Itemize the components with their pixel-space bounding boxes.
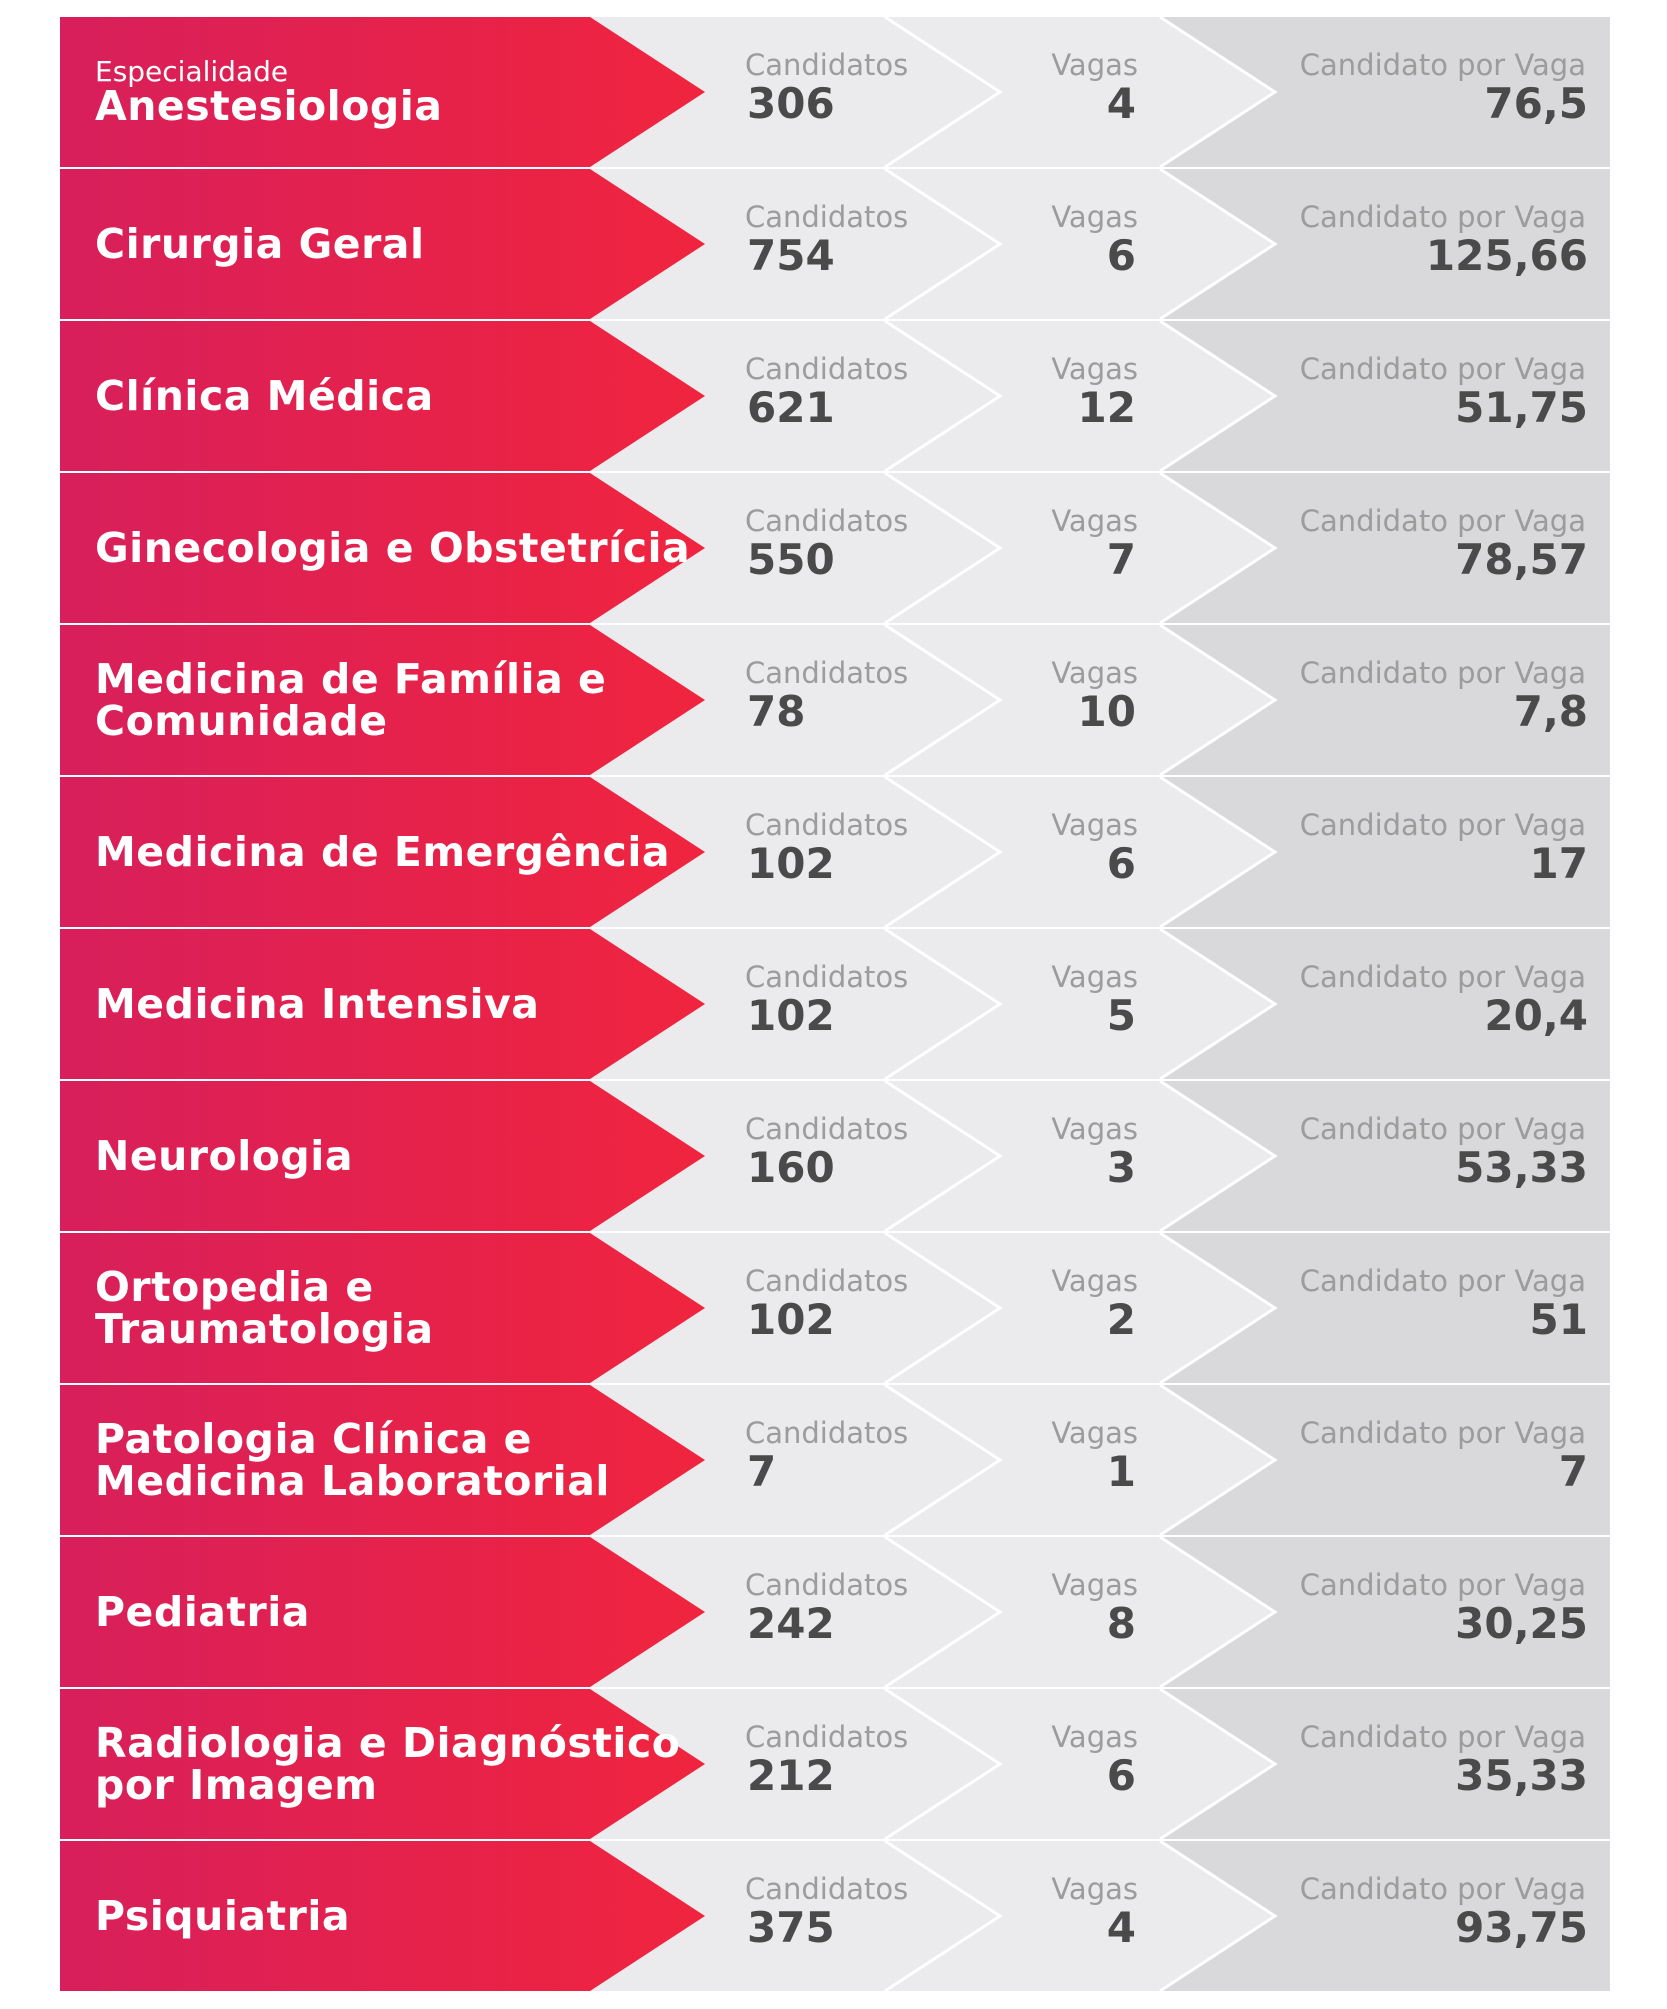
specialty-cell xyxy=(95,1233,715,1383)
specialty-name: Pediatria xyxy=(95,1588,310,1636)
candidatos-label: Candidatos xyxy=(745,352,909,386)
ratio-value: 17 xyxy=(1529,839,1588,888)
specialty-name: Ortopedia e Traumatologia xyxy=(95,1263,434,1353)
candidatos-value: 7 xyxy=(747,1447,777,1496)
ratio-label: Candidato por Vaga xyxy=(1299,504,1586,538)
table-row xyxy=(60,777,1610,927)
specialty-name: Neurologia xyxy=(95,1132,353,1180)
candidatos-label: Candidatos xyxy=(745,1416,909,1450)
table-row xyxy=(60,169,1610,319)
vagas-value: 6 xyxy=(1106,839,1136,888)
specialty-cell xyxy=(95,1841,715,1991)
ratio-label: Candidato por Vaga xyxy=(1299,1264,1586,1298)
ratio-label: Candidato por Vaga xyxy=(1299,1416,1586,1450)
ratio-label: Candidato por Vaga xyxy=(1299,1720,1586,1754)
candidatos-value: 375 xyxy=(747,1903,835,1952)
vagas-label: Vagas xyxy=(1051,960,1138,994)
vagas-value: 10 xyxy=(1077,687,1136,736)
vagas-label: Vagas xyxy=(1051,1872,1138,1906)
table-row xyxy=(60,1841,1610,1991)
vagas-label: Vagas xyxy=(1051,200,1138,234)
table-row xyxy=(60,1385,1610,1535)
table-row xyxy=(60,1537,1610,1687)
vagas-value: 5 xyxy=(1106,991,1136,1040)
candidatos-label: Candidatos xyxy=(745,200,909,234)
candidatos-label: Candidatos xyxy=(745,1264,909,1298)
vagas-label: Vagas xyxy=(1051,656,1138,690)
ratio-label: Candidato por Vaga xyxy=(1299,352,1586,386)
vagas-value: 2 xyxy=(1106,1295,1136,1344)
candidatos-value: 621 xyxy=(747,383,835,432)
specialty-name: Patologia Clínica e Medicina Laboratorial xyxy=(95,1415,610,1505)
ratio-value: 20,4 xyxy=(1484,991,1588,1040)
vagas-value: 6 xyxy=(1106,231,1136,280)
candidatos-label: Candidatos xyxy=(745,960,909,994)
table-row xyxy=(60,1233,1610,1383)
candidatos-value: 78 xyxy=(747,687,806,736)
vagas-value: 4 xyxy=(1106,79,1136,128)
candidatos-label: Candidatos xyxy=(745,1872,909,1906)
specialty-cell xyxy=(95,777,715,927)
candidatos-label: Candidatos xyxy=(745,504,909,538)
ratio-value: 30,25 xyxy=(1455,1599,1588,1648)
vagas-label: Vagas xyxy=(1051,48,1138,82)
specialty-name: Cirurgia Geral xyxy=(95,220,425,268)
vagas-label: Vagas xyxy=(1051,1416,1138,1450)
ratio-label: Candidato por Vaga xyxy=(1299,200,1586,234)
candidatos-value: 102 xyxy=(747,1295,835,1344)
candidatos-value: 160 xyxy=(747,1143,835,1192)
specialty-name: Clínica Médica xyxy=(95,372,434,420)
specialty-cell xyxy=(95,17,715,167)
candidatos-value: 306 xyxy=(747,79,835,128)
specialty-cell xyxy=(95,625,715,775)
specialty-cell xyxy=(95,1689,715,1839)
candidatos-label: Candidatos xyxy=(745,1720,909,1754)
ratio-value: 7 xyxy=(1558,1447,1588,1496)
ratio-label: Candidato por Vaga xyxy=(1299,960,1586,994)
column-caption: Especialidade xyxy=(95,55,289,88)
ratio-value: 93,75 xyxy=(1455,1903,1588,1952)
ratio-value: 35,33 xyxy=(1455,1751,1588,1800)
ratio-label: Candidato por Vaga xyxy=(1299,48,1586,82)
ratio-value: 53,33 xyxy=(1455,1143,1588,1192)
table-row xyxy=(60,625,1610,775)
vagas-value: 6 xyxy=(1106,1751,1136,1800)
candidatos-label: Candidatos xyxy=(745,1112,909,1146)
specialty-cell xyxy=(95,169,715,319)
table-row xyxy=(60,321,1610,471)
specialty-cell xyxy=(95,1385,715,1535)
ratio-value: 51,75 xyxy=(1455,383,1588,432)
candidatos-label: Candidatos xyxy=(745,48,909,82)
ratio-value: 51 xyxy=(1529,1295,1588,1344)
ratio-value: 78,57 xyxy=(1455,535,1588,584)
specialty-name: Radiologia e Diagnóstico por Imagem xyxy=(95,1719,681,1809)
candidatos-value: 550 xyxy=(747,535,835,584)
table-row xyxy=(60,1689,1610,1839)
candidatos-value: 212 xyxy=(747,1751,835,1800)
ratio-label: Candidato por Vaga xyxy=(1299,1872,1586,1906)
vagas-value: 7 xyxy=(1106,535,1136,584)
specialty-name: Medicina Intensiva xyxy=(95,980,540,1028)
candidatos-label: Candidatos xyxy=(745,656,909,690)
specialty-cell xyxy=(95,321,715,471)
candidatos-value: 754 xyxy=(747,231,835,280)
specialty-name: Anestesiologia xyxy=(95,82,443,130)
ratio-label: Candidato por Vaga xyxy=(1299,808,1586,842)
vagas-label: Vagas xyxy=(1051,1568,1138,1602)
specialty-cell xyxy=(95,473,715,623)
candidatos-label: Candidatos xyxy=(745,808,909,842)
ratio-value: 76,5 xyxy=(1484,79,1588,128)
specialty-name: Psiquiatria xyxy=(95,1892,351,1940)
specialty-table xyxy=(60,17,1610,1993)
vagas-label: Vagas xyxy=(1051,504,1138,538)
table-row xyxy=(60,1081,1610,1231)
candidatos-label: Candidatos xyxy=(745,1568,909,1602)
vagas-value: 12 xyxy=(1077,383,1136,432)
ratio-label: Candidato por Vaga xyxy=(1299,1568,1586,1602)
vagas-value: 4 xyxy=(1106,1903,1136,1952)
vagas-value: 3 xyxy=(1106,1143,1136,1192)
specialty-cell xyxy=(95,1537,715,1687)
specialty-cell xyxy=(95,929,715,1079)
vagas-label: Vagas xyxy=(1051,1112,1138,1146)
vagas-label: Vagas xyxy=(1051,1720,1138,1754)
vagas-label: Vagas xyxy=(1051,808,1138,842)
vagas-label: Vagas xyxy=(1051,352,1138,386)
vagas-value: 8 xyxy=(1106,1599,1136,1648)
table-row xyxy=(60,929,1610,1079)
candidatos-value: 242 xyxy=(747,1599,835,1648)
vagas-label: Vagas xyxy=(1051,1264,1138,1298)
ratio-value: 7,8 xyxy=(1513,687,1588,736)
table-row xyxy=(60,17,1610,167)
specialty-name: Ginecologia e Obstetrícia xyxy=(95,524,691,572)
vagas-value: 1 xyxy=(1106,1447,1136,1496)
ratio-label: Candidato por Vaga xyxy=(1299,656,1586,690)
table-row xyxy=(60,473,1610,623)
ratio-value: 125,66 xyxy=(1425,231,1588,280)
ratio-label: Candidato por Vaga xyxy=(1299,1112,1586,1146)
specialty-name: Medicina de Emergência xyxy=(95,828,671,876)
candidatos-value: 102 xyxy=(747,839,835,888)
specialty-name: Medicina de Família e Comunidade xyxy=(95,655,607,745)
candidatos-value: 102 xyxy=(747,991,835,1040)
specialty-cell xyxy=(95,1081,715,1231)
